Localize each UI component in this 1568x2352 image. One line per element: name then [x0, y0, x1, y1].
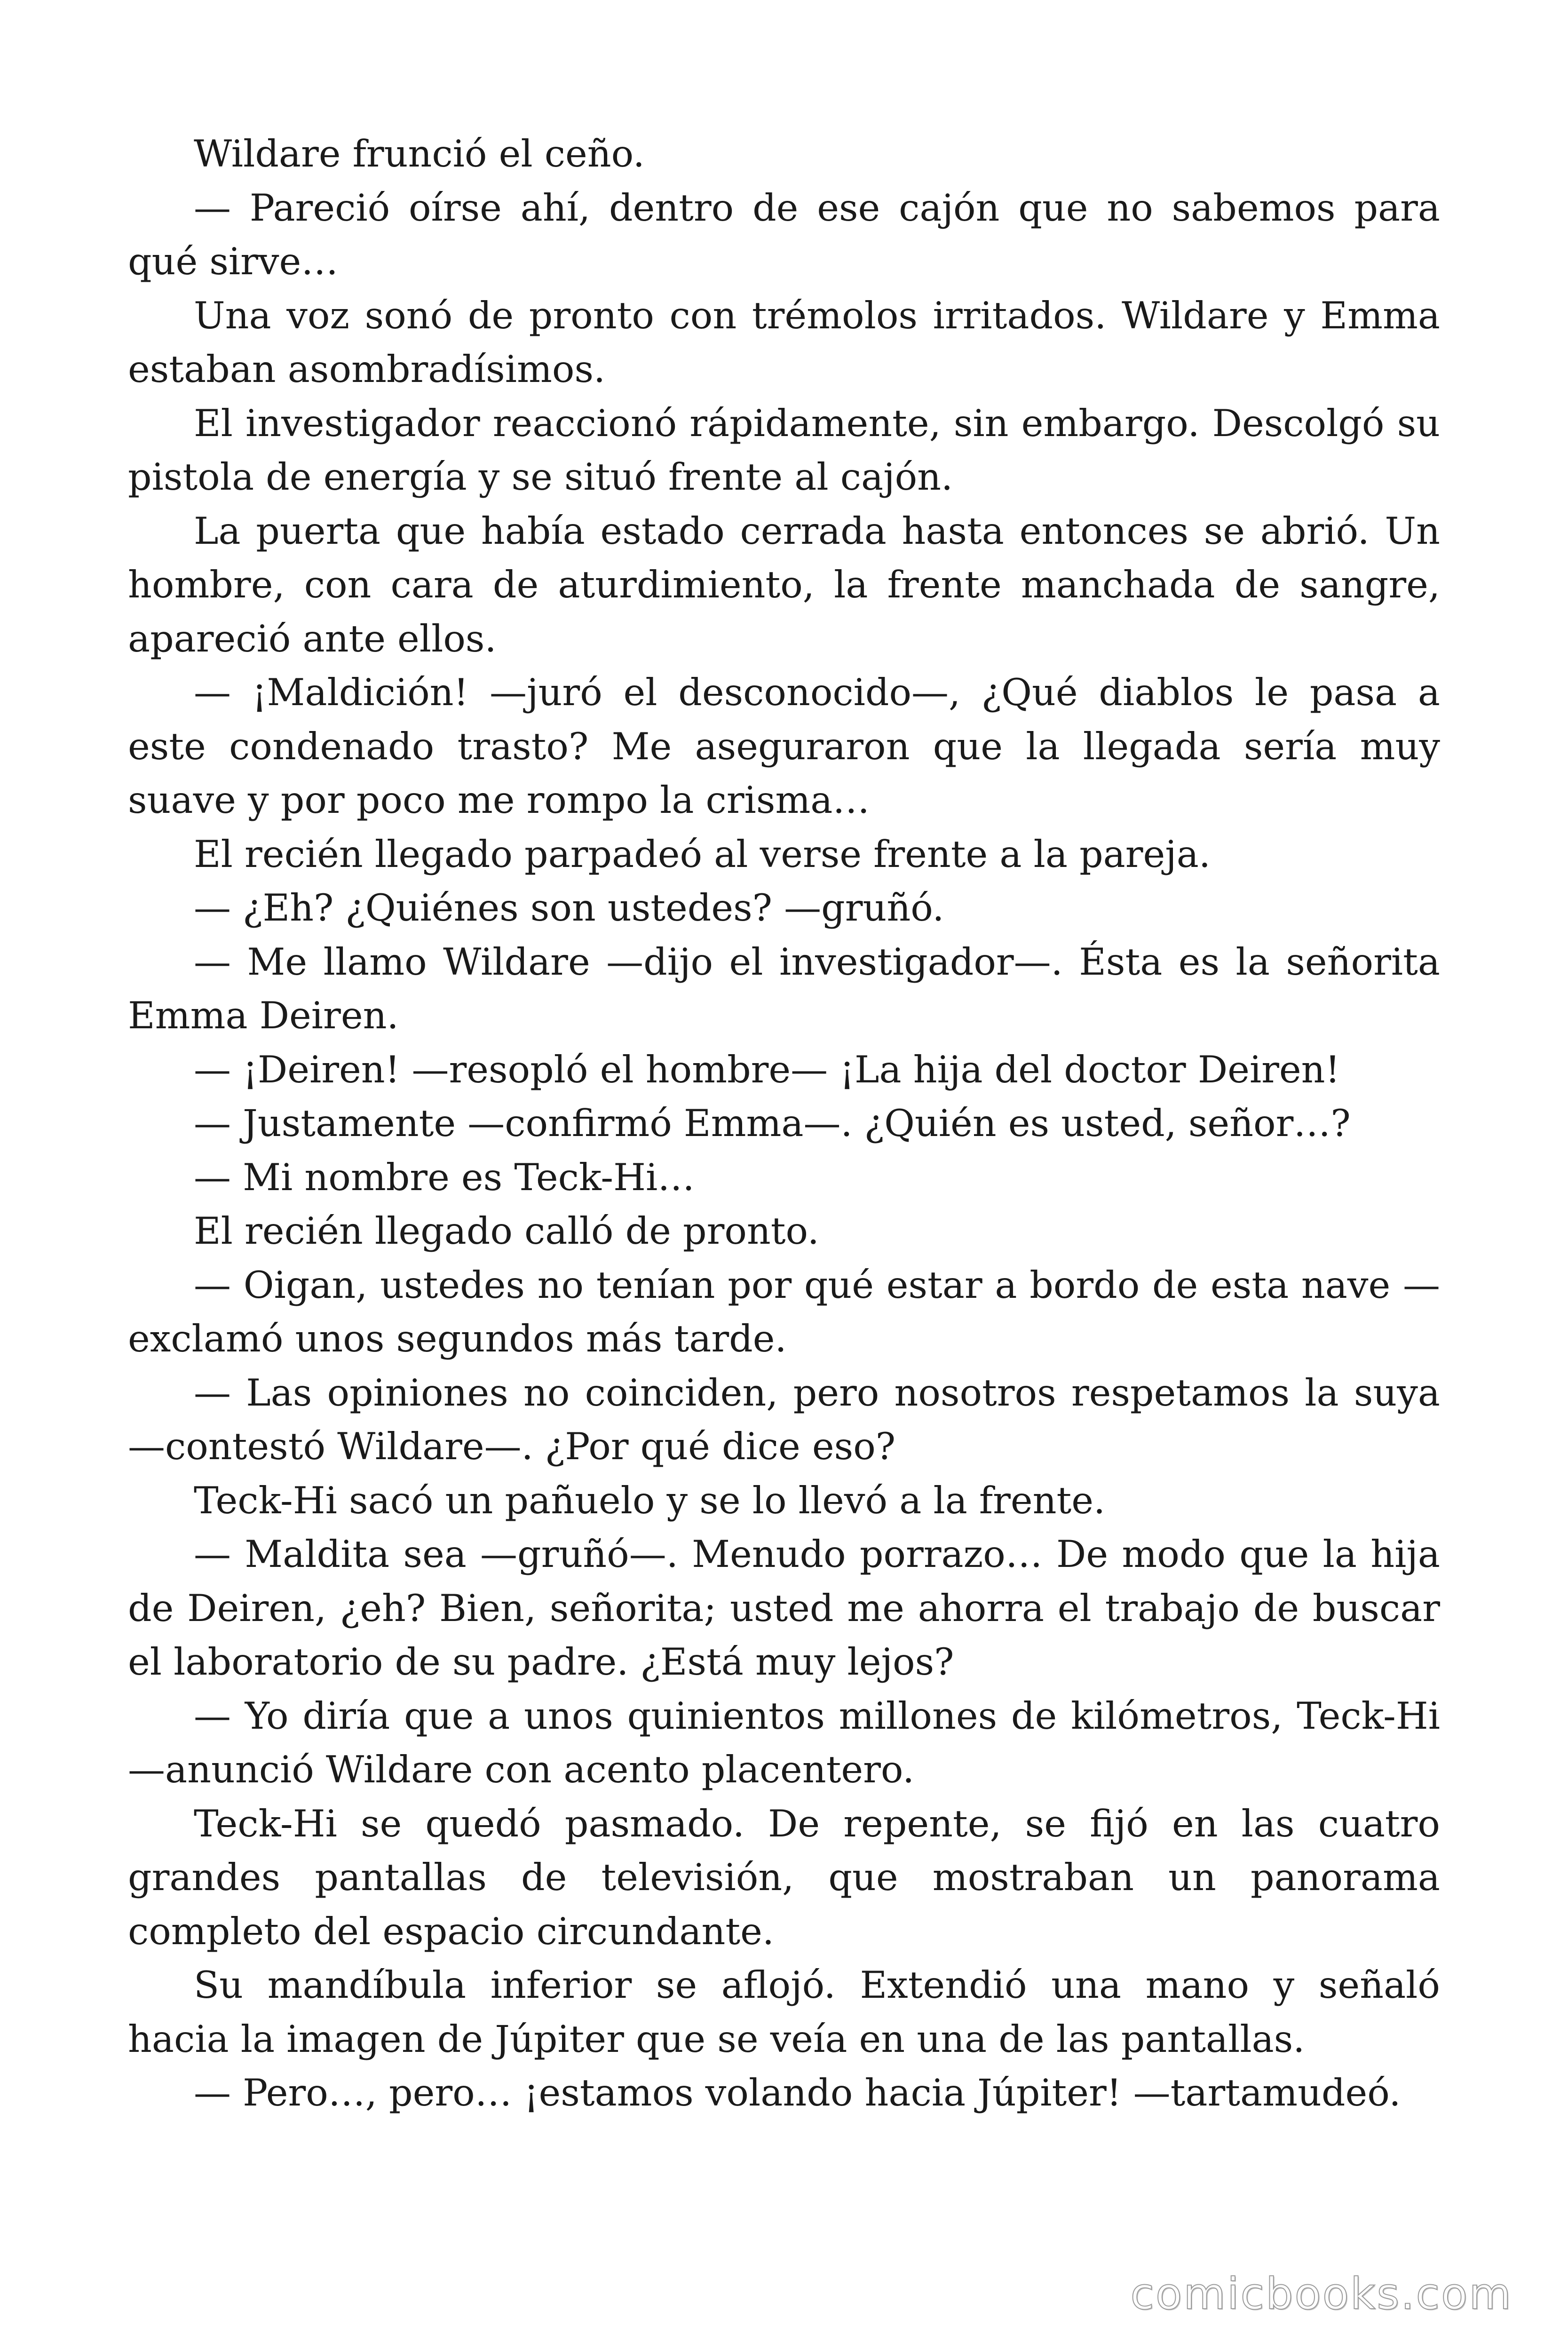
paragraph: — Las opiniones no coinciden, pero nosotros respetamos la suya —contestó Wildare—. ¿Por qué dice eso?: [128, 1371, 1440, 1468]
paragraph: Teck-Hi sacó un pañuelo y se lo llevó a la frente.: [194, 1478, 1106, 1522]
paragraph: — Yo diría que a unos quinientos millones de kilómetros, Teck-Hi —anunció Wildare con acento placentero.: [128, 1694, 1440, 1791]
paragraph: El recién llegado parpadeó al verse frente a la pareja.: [194, 832, 1211, 876]
paragraph: — ¡Deiren! —resopló el hombre— ¡La hija del doctor Deiren!: [194, 1048, 1340, 1091]
paragraph: Teck-Hi se quedó pasmado. De repente, se fijó en las cuatro grandes pantallas de televisión, que mostraban un panorama completo del espacio circundante.: [128, 1802, 1440, 1953]
paragraph: — Oigan, ustedes no tenían por qué estar a bordo de esta nave —exclamó unos segundos más tarde.: [128, 1263, 1440, 1360]
paragraph: Una voz sonó de pronto con trémolos irritados. Wildare y Emma estaban asombradísimos.: [128, 294, 1440, 391]
paragraph: — Me llamo Wildare —dijo el investigador—. Ésta es la señorita Emma Deiren.: [128, 940, 1440, 1037]
paragraph: — Pero…, pero… ¡estamos volando hacia Júpiter! —tartamudeó.: [194, 2071, 1401, 2114]
paragraph: El investigador reaccionó rápidamente, sin embargo. Descolgó su pistola de energía y se situó frente al cajón.: [128, 401, 1440, 499]
page-text: [128, 127, 1440, 2120]
paragraph: — Maldita sea —gruñó—. Menudo porrazo… De modo que la hija de Deiren, ¿eh? Bien, señorita; usted me ahorra el trabajo de buscar el laboratorio de su padre. ¿Está muy lejos?: [128, 1533, 1440, 1684]
paragraph: La puerta que había estado cerrada hasta entonces se abrió. Un hombre, con cara de aturdimiento, la frente manchada de sangre, apareció ante ellos.: [128, 509, 1440, 660]
paragraph: — ¡Maldición! —juró el desconocido—, ¿Qué diablos le pasa a este condenado trasto? Me aseguraron que la llegada sería muy suave y por poco me rompo la crisma…: [128, 671, 1440, 822]
paragraph: El recién llegado calló de pronto.: [194, 1209, 819, 1253]
paragraph: — Justamente —confirmó Emma—. ¿Quién es usted, señor…?: [194, 1102, 1351, 1145]
paragraph: Wildare frunció el ceño.: [194, 132, 645, 175]
paragraph: — ¿Eh? ¿Quiénes son ustedes? —gruñó.: [194, 886, 944, 930]
paragraph: Su mandíbula inferior se aflojó. Extendió una mano y señaló hacia la imagen de Júpiter que se veía en una de las pantallas.: [128, 1963, 1440, 2061]
paragraph: — Mi nombre es Teck-Hi…: [194, 1155, 695, 1199]
paragraph: — Pareció oírse ahí, dentro de ese cajón que no sabemos para qué sirve…: [128, 186, 1440, 283]
watermark: comicbooks.com: [1130, 2269, 1513, 2319]
